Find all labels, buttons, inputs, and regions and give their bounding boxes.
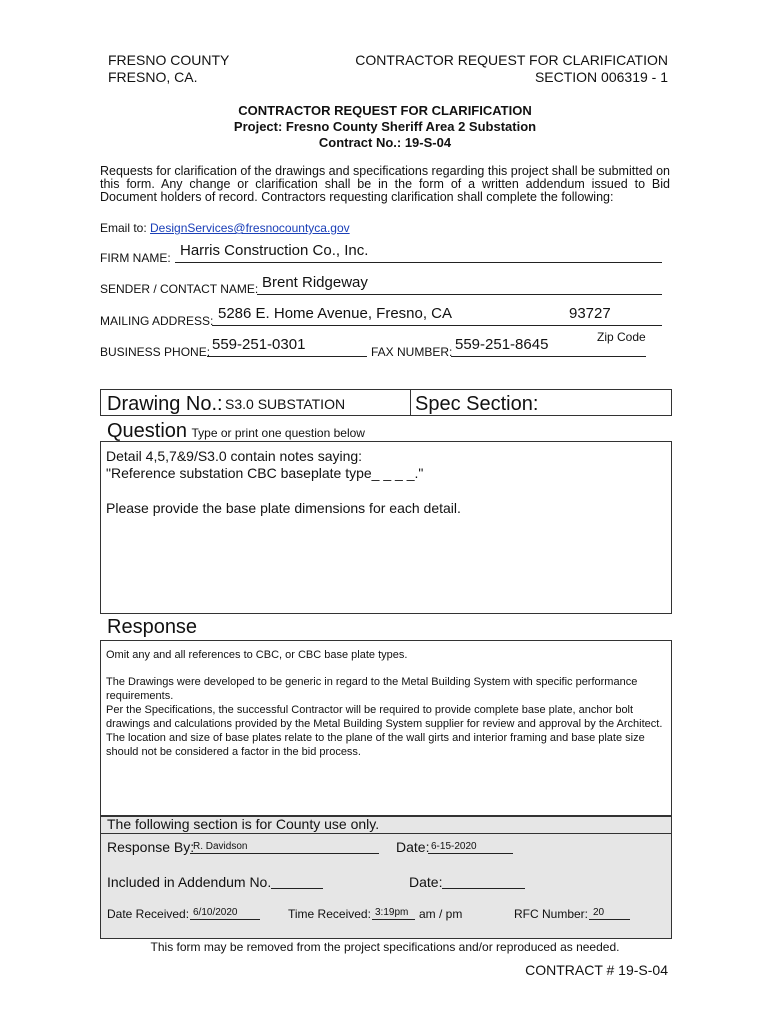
question-line3: Please provide the base plate dimensions for each detail. xyxy=(106,500,461,516)
county-divider xyxy=(101,833,671,834)
time-received-field[interactable]: 3:19pm xyxy=(375,907,409,918)
addendum-line[interactable] xyxy=(271,888,323,889)
time-received-label: Time Received: xyxy=(288,907,371,921)
rfc-label: RFC Number: xyxy=(514,907,589,921)
document-title xyxy=(0,103,770,151)
mailing-field[interactable]: 5286 E. Home Avenue, Fresno, CA xyxy=(218,305,453,322)
response-by-label: Response By: xyxy=(107,839,195,855)
sender-field[interactable]: Brent Ridgeway xyxy=(262,274,368,291)
email-line xyxy=(100,221,350,235)
header-right-line1: CONTRACTOR REQUEST FOR CLARIFICATION xyxy=(355,52,668,68)
footer-contract: CONTRACT # 19-S-04 xyxy=(525,962,668,978)
date-received-field[interactable]: 6/10/2020 xyxy=(193,907,238,918)
county-name xyxy=(108,52,229,86)
question-line2: "Reference substation CBC baseplate type_ _ _ _." xyxy=(106,465,424,481)
response-p3: Per the Specifications, the successful Contractor will be required to provide complete base plate, anchor bolt drawings and calculations provided by the Metal Building System supplier for review and approval by the Architect. xyxy=(106,704,663,730)
footer-note: This form may be removed from the project specifications and/or reproduced as needed. xyxy=(150,940,620,954)
intro-paragraph: Requests for clarification of the drawings and specifications regarding this project shall be submitted on this form. Any change or clarification shall be in the form of a written addendum issued to Bid Document holders of record. Contractors requesting clarification shall complete the following: xyxy=(100,164,670,204)
mailing-label: MAILING ADDRESS: xyxy=(100,314,214,328)
response-p1: Omit any and all references to CBC, or CBC base plate types. xyxy=(106,649,408,661)
fax-label: FAX NUMBER: xyxy=(371,345,453,359)
date-received-line xyxy=(190,919,260,920)
time-received-line xyxy=(372,919,415,920)
addendum-label: Included in Addendum No. xyxy=(107,874,272,890)
rfc-field[interactable]: 20 xyxy=(593,907,605,918)
title-line1: CONTRACTOR REQUEST FOR CLARIFICATION xyxy=(238,103,532,118)
title-line3: Contract No.: 19-S-04 xyxy=(318,135,452,150)
email-label: Email to: xyxy=(100,221,151,235)
zip-field[interactable]: 93727 xyxy=(569,305,611,322)
response-p4: The location and size of base plates relate to the plane of the wall girts and interior framing and base plate size should not be considered a factor in the bid process. xyxy=(106,732,645,758)
drawing-field[interactable]: S3.0 SUBSTATION xyxy=(225,396,346,412)
mailing-line xyxy=(212,325,662,326)
rfc-line xyxy=(589,919,630,920)
response-label: Response xyxy=(107,616,198,638)
sender-label: SENDER / CONTACT NAME: xyxy=(100,282,259,296)
date-line xyxy=(428,853,513,854)
question-line1: Detail 4,5,7&9/S3.0 contain notes saying: xyxy=(106,448,363,464)
question-heading xyxy=(107,420,365,443)
phone-label: BUSINESS PHONE: xyxy=(100,345,211,359)
firm-name-label: FIRM NAME: xyxy=(100,251,171,265)
question-hint: Type or print one question below xyxy=(191,426,365,440)
spec-section-label: Spec Section: xyxy=(415,393,539,415)
firm-name-line xyxy=(175,262,662,263)
header-left-line2: FRESNO, CA. xyxy=(108,69,198,85)
header-right-line2: SECTION 006319 - 1 xyxy=(534,69,668,85)
response-text xyxy=(106,648,666,759)
phone-field[interactable]: 559-251-0301 xyxy=(212,336,306,353)
county-heading: The following section is for County use only. xyxy=(107,816,380,832)
drawing-label: Drawing No.: xyxy=(107,393,223,415)
drawing-spec-divider xyxy=(410,390,411,415)
email-link[interactable]: DesignServices@fresnocountyca.gov xyxy=(150,221,350,235)
addendum-date-line[interactable] xyxy=(442,888,525,889)
header-left-line1: FRESNO COUNTY xyxy=(108,52,230,68)
date-field[interactable]: 6-15-2020 xyxy=(431,841,477,852)
zip-label: Zip Code xyxy=(597,330,646,344)
sender-line xyxy=(257,294,662,295)
question-label: Question xyxy=(107,420,188,442)
title-line2: Project: Fresno County Sheriff Area 2 Substation xyxy=(233,119,537,134)
section-header xyxy=(355,52,668,86)
response-by-line xyxy=(190,853,379,854)
am-pm-label: am / pm xyxy=(419,907,463,921)
response-box[interactable] xyxy=(100,640,672,816)
response-p2: The Drawings were developed to be generic in regard to the Metal Building System with specific performance requirements. xyxy=(106,676,638,702)
question-box[interactable] xyxy=(100,441,672,614)
firm-name-field[interactable]: Harris Construction Co., Inc. xyxy=(180,242,369,259)
phone-line xyxy=(207,356,367,357)
fax-line xyxy=(451,356,646,357)
date-label: Date: xyxy=(396,839,430,855)
fax-field[interactable]: 559-251-8645 xyxy=(455,336,549,353)
date-received-label: Date Received: xyxy=(107,907,190,921)
question-text xyxy=(106,448,461,517)
response-by-field[interactable]: R. Davidson xyxy=(193,841,248,852)
addendum-date-label: Date: xyxy=(409,874,443,890)
